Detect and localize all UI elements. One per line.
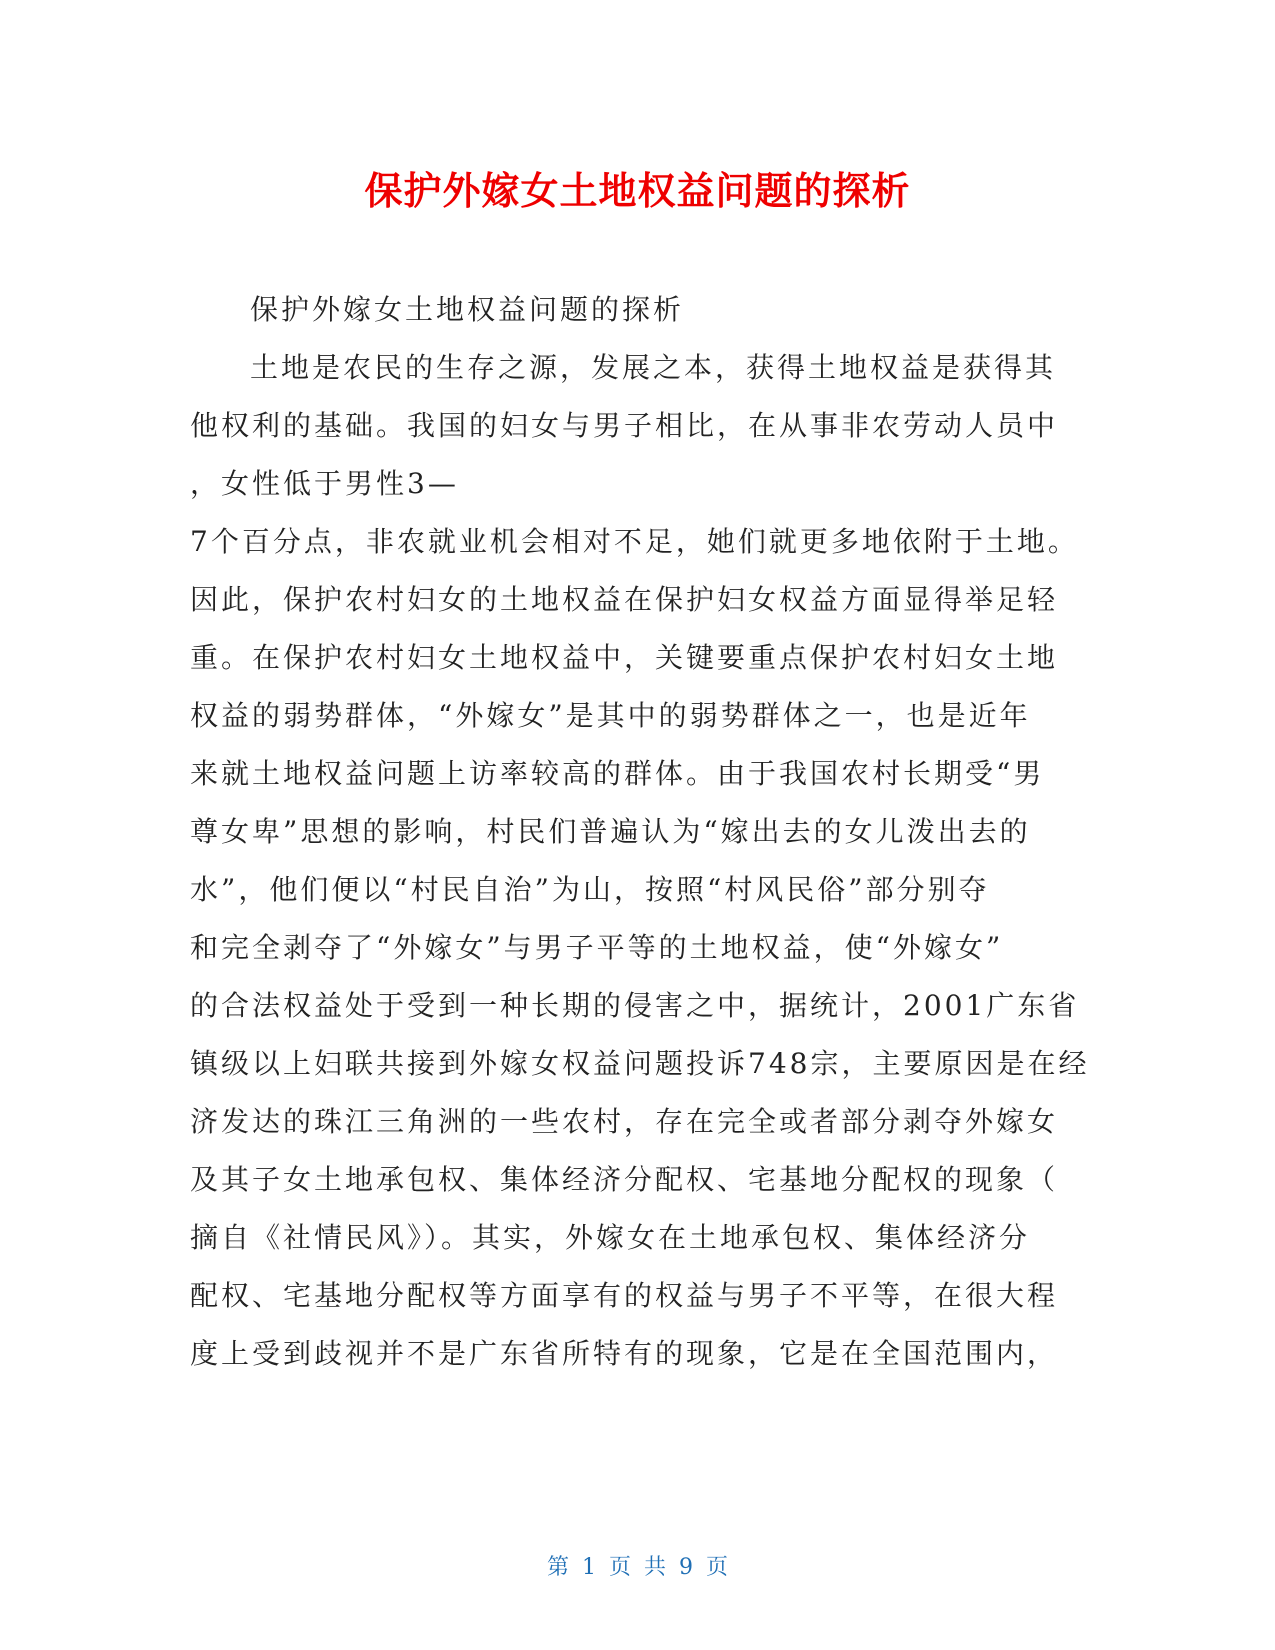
body-line: 济发达的珠江三角洲的一些农村，存在完全或者部分剥夺外嫁女 <box>190 1105 1059 1138</box>
body-line: 和完全剥夺了“外嫁女”与男子平等的土地权益，使“外嫁女” <box>190 931 1004 964</box>
body-line: 摘自《社情民风》）。其实，外嫁女在土地承包权、集体经济分 <box>190 1221 1031 1254</box>
body-line: 重。在保护农村妇女土地权益中，关键要重点保护农村妇女土地 <box>190 641 1059 674</box>
body-line: 土地是农民的生存之源，发展之本，获得土地权益是获得其 <box>250 351 1057 384</box>
body-line: 的合法权益处于受到一种长期的侵害之中，据统计，2001广东省 <box>190 989 1080 1022</box>
body-line: 权益的弱势群体，“外嫁女”是其中的弱势群体之一，也是近年 <box>190 699 1031 732</box>
body-line: 保护外嫁女土地权益问题的探析 <box>250 293 685 326</box>
body-line: 及其子女土地承包权、集体经济分配权、宅基地分配权的现象（ <box>190 1163 1059 1196</box>
body-line: 因此，保护农村妇女的土地权益在保护妇女权益方面显得举足轻 <box>190 583 1059 616</box>
page-footer: 第 1 页 共 9 页 <box>547 1555 728 1580</box>
body-line: 他权利的基础。我国的妇女与男子相比，在从事非农劳动人员中 <box>190 409 1059 442</box>
document-title: 保护外嫁女土地权益问题的探析 <box>364 169 911 213</box>
body-line: 镇级以上妇联共接到外嫁女权益问题投诉748宗，主要原因是在经 <box>190 1047 1090 1080</box>
body-line: 来就土地权益问题上访率较高的群体。由于我国农村长期受“男 <box>190 757 1045 790</box>
body-line: 度上受到歧视并不是广东省所特有的现象，它是在全国范围内， <box>190 1337 1059 1370</box>
body-line: 配权、宅基地分配权等方面享有的权益与男子不平等，在很大程 <box>190 1279 1059 1312</box>
body-line: ，女性低于男性3— <box>190 467 459 500</box>
body-line: 7个百分点，非农就业机会相对不足，她们就更多地依附于土地。 <box>190 525 1079 558</box>
body-line: 水”，他们便以“村民自治”为山，按照“村风民俗”部分别夺 <box>190 873 990 906</box>
body-line: 尊女卑”思想的影响，村民们普遍认为“嫁出去的女儿泼出去的 <box>190 815 1031 848</box>
